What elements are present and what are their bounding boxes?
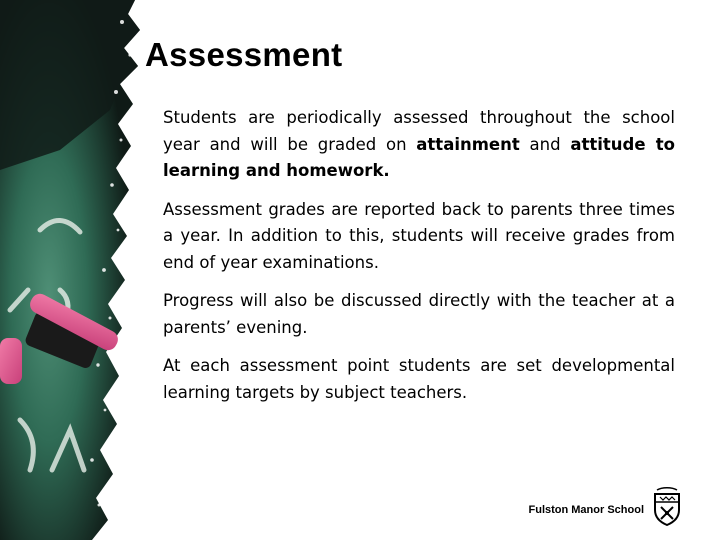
bold-term-attitude: attitude to learning and homework. bbox=[163, 134, 675, 180]
paragraph-targets bbox=[163, 353, 675, 406]
paragraph-text: Students are periodically assessed throughout the school year and will be graded on bbox=[163, 108, 675, 154]
paragraph-progress bbox=[163, 288, 675, 341]
slide-title: Assessment bbox=[145, 36, 343, 73]
bold-term-attainment: attainment bbox=[416, 134, 520, 154]
paragraph-grading bbox=[163, 105, 675, 185]
chalkboard-image bbox=[0, 0, 160, 540]
paragraph-text: and bbox=[519, 134, 571, 154]
paragraph-text: At each assessment point students are set developmental learning targets by subject teachers. bbox=[163, 356, 675, 402]
chalkboard-decoration bbox=[0, 0, 160, 540]
footer bbox=[529, 486, 683, 526]
paragraph-text: Assessment grades are reported back to parents three times a year. In addition to this, students will receive grades from end of year examinations. bbox=[163, 199, 675, 272]
slide-body bbox=[163, 105, 675, 418]
paragraph-text: Progress will also be discussed directly with the teacher at a parents’ evening. bbox=[163, 291, 675, 337]
school-name: Fulston Manor School bbox=[528, 504, 644, 516]
school-crest-icon bbox=[652, 486, 682, 526]
paragraph-reporting bbox=[163, 197, 675, 277]
